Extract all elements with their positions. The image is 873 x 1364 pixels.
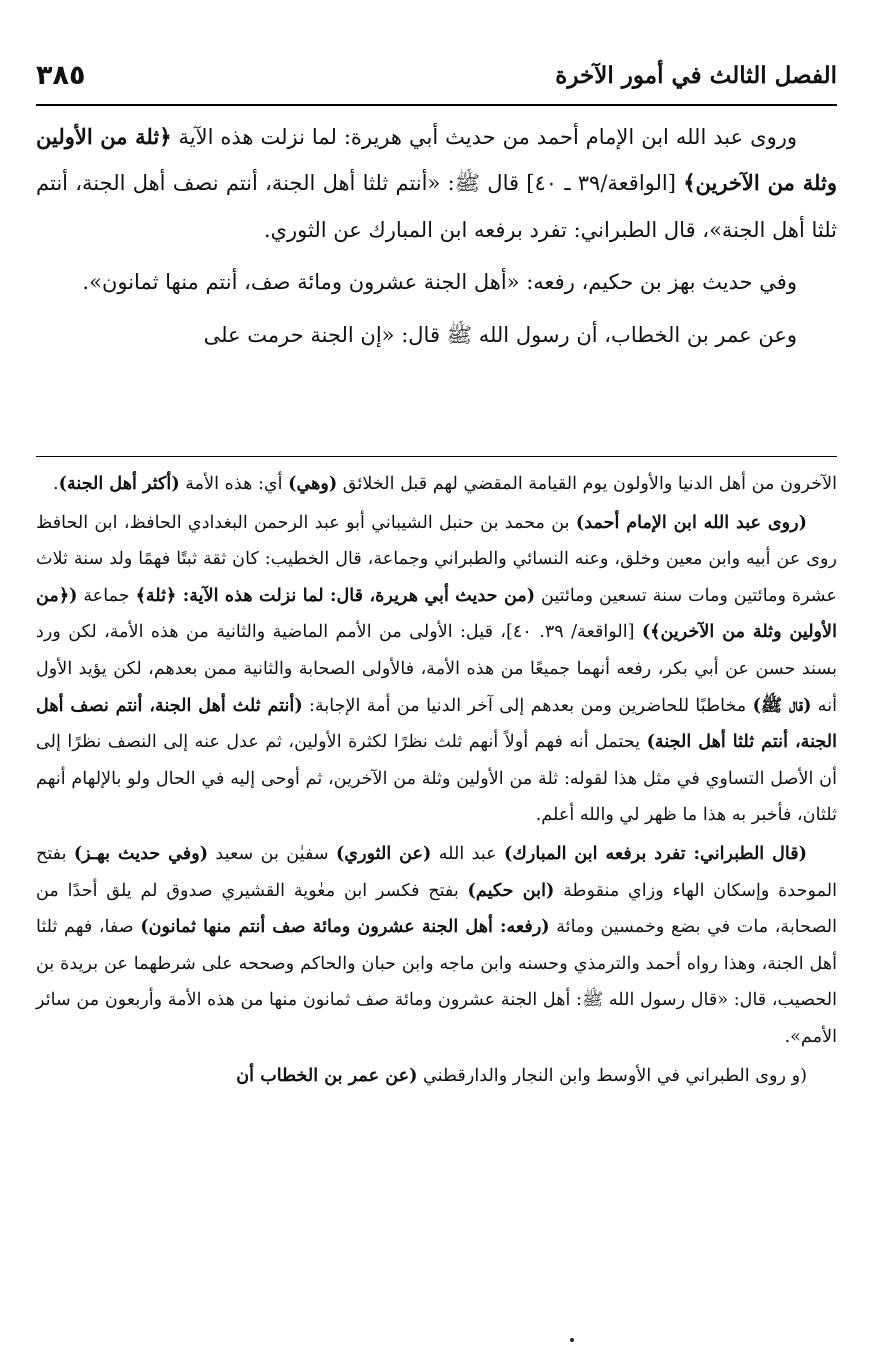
n1-b: (وهي) xyxy=(288,473,338,494)
commentary-paragraph-3 xyxy=(36,836,837,1056)
n2-g: (قال ﷺ) xyxy=(752,694,812,716)
n2-e: (﴿من الأولين وثلة من الآخرين﴾) xyxy=(36,584,837,643)
n2-h: مخاطبًا للحاضرين ومن بعدهم إلى آخر الدنيا من أمة الإجابة: xyxy=(302,695,753,716)
page-dot-mark xyxy=(570,1338,574,1342)
n1-a: الآخرون من أهل الدنيا والأولون يوم القيامة المقضي لهم قبل الخلائق xyxy=(337,474,837,494)
n3-d: سفيٰن بن سعيد xyxy=(208,843,336,864)
commentary-paragraph-4 xyxy=(36,1058,837,1095)
commentary-paragraph-2 xyxy=(36,505,837,834)
n2-a: (روى عبد الله ابن الإمام أحمد) xyxy=(575,511,807,533)
quran-verse-quote: ﴿ثلة من الأولين وثلة من الآخرين﴾ xyxy=(36,124,837,196)
n4-a: (و روى الطبراني في الأوسط وابن النجار والدارقطني xyxy=(417,1065,807,1086)
main-p1-text-c: [الواقعة/٣٩ ـ ٤٠] قال ﷺ: «أنتم ثلثا أهل الجنة، أنتم نصف أهل الجنة، أنتم ثلثا أهل الجنة»، قال الطبراني: تفرد برفعه ابن المبارك عن الثوري. xyxy=(36,171,837,242)
main-paragraph-2: وفي حديث بهز بن حكيم، رفعه: «أهل الجنة عشرون ومائة صف، أنتم منها ثمانون». xyxy=(82,270,797,295)
page-header xyxy=(36,52,837,98)
commentary-text xyxy=(36,466,837,1096)
n4-b: (عن عمر بن الخطاب أن xyxy=(236,1064,418,1086)
n3-h: بفتح فكسر ابن معٰوية القشيري صدوق لم يلق أحدًا من الصحابة، مات في بضع وخمسين ومائة xyxy=(36,880,837,938)
footnote-separator xyxy=(36,456,837,457)
header-rule xyxy=(36,104,837,106)
n2-f: [الواقعة/ ٣٩. ٤٠]، قيل: الأولى من الأمم الماضية والثانية من هذه الأمة، لكن ورد بسند حسن عن أبي بكر، رفعه أنهما جميعًا من هذه الأمة، فالأولى الصحابة والثانية ممن بعدهم، لكن يؤيد الأول أنه xyxy=(36,622,837,716)
n3-f: بفتح الموحدة وإسكان الهاء وزاي منقوطة xyxy=(36,843,838,901)
n3-c: (عن الثوري) xyxy=(335,842,432,864)
main-p1-text-a: وروى عبد الله ابن الإمام أحمد من حديث أبي هريرة: لما نزلت هذه الآية xyxy=(171,125,798,149)
main-paragraph-3: وعن عمر بن الخطاب، أن رسول الله ﷺ قال: «إن الجنة حرمت على xyxy=(203,322,797,347)
n2-j: يحتمل أنه فهم أولاً أنهم ثلث نظرًا لكثرة الأولين، ثم عدل عنه إلى النصف نظرًا إلى أن الأصل التساوي في مثل هذا لقوله: ثلة من الأولين وثلة من الآخرين، ثم أوحى إليه في الحال ولو بالإلهام أنهم ثلثان، فأخبر به هذا ما ظهر لي والله أعلم. xyxy=(36,732,837,826)
n2-d: جماعة xyxy=(77,585,136,606)
n2-i: (أنتم ثلث أهل الجنة، أنتم نصف أهل الجنة، أنتم ثلثا أهل الجنة) xyxy=(36,694,837,753)
chapter-title: الفصل الثالث في أمور الآخرة xyxy=(555,61,837,89)
n2-b: بن محمد بن حنبل الشيباني أبو عبد الرحمن البغدادي الحافظ، ابن الحافظ روى عن أبيه وابن معين وخلق، وعنه النسائي والطبراني وجماعة، قال الخطيب: كان ثقة ثبتًا فهمًا ولد سنة ثلاث عشرة ومائتين ومات سنة تسعين ومائتين xyxy=(36,512,837,606)
n1-e: . xyxy=(53,474,59,494)
n3-e: (وفي حديث بهـز) xyxy=(73,842,209,864)
n1-c: أي: هذه الأمة xyxy=(179,474,289,494)
n3-j: صفا، فهم ثلثا أهل الجنة، وهذا رواه أحمد والترمذي وحسنه وابن ماجه وابن حبان والحاكم وصححه على شرطهما عن بريدة بن الحصيب، قال: «قال رسول الله ﷺ: أهل الجنة عشرون ومائة صف ثمانون منها من هذه الأمة وأربعون من سائر الأمم». xyxy=(36,917,837,1047)
main-text xyxy=(36,114,837,364)
n2-c: (من حديث أبي هريرة، قال: لما نزلت هذه الآية: ﴿ثلة﴾ xyxy=(135,584,536,606)
n1-d: (أكثر أهل الجنة) xyxy=(58,473,180,494)
n3-b: عبد الله xyxy=(431,843,505,864)
n3-a: (قال الطبراني: تفرد برفعه ابن المبارك) xyxy=(504,842,807,864)
n3-i: (رفعه: أهل الجنة عشرون ومائة صف أنتم منها ثمانون) xyxy=(140,916,550,938)
page-number: ٣٨٥ xyxy=(36,59,86,91)
main-paragraph-1 xyxy=(36,114,837,253)
commentary-paragraph-1 xyxy=(36,466,837,503)
n3-g: (ابن حكيم) xyxy=(467,879,555,901)
